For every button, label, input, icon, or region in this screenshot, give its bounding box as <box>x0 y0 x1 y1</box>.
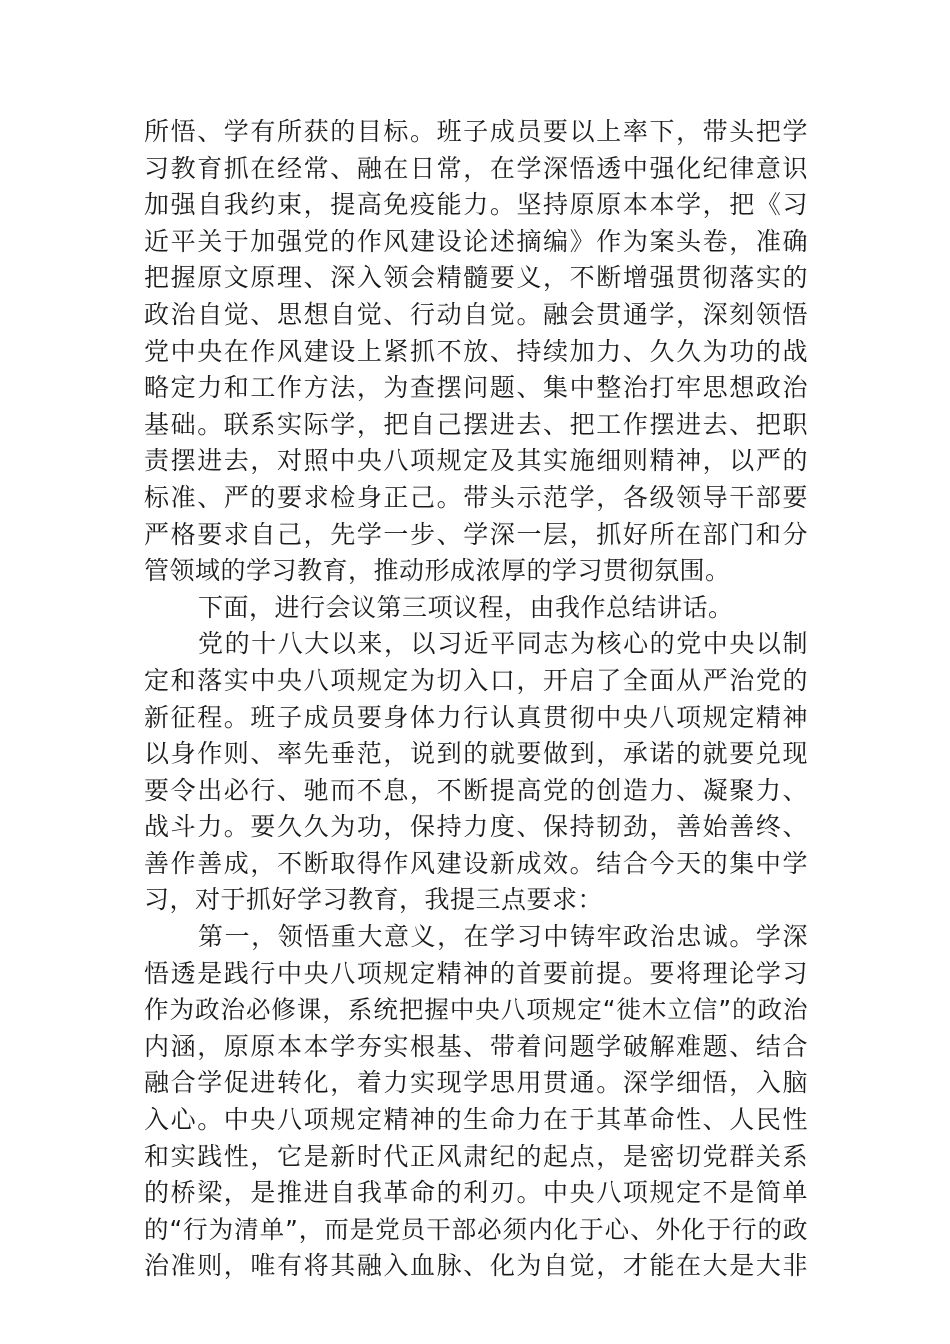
text-line: 近平关于加强党的作风建设论述摘编》作为案头卷，准确 <box>144 226 808 256</box>
paragraph-first-line: 第一，领悟重大意义，在学习中铸牢政治忠诚。学深 <box>198 922 808 952</box>
text-line: 所悟、学有所获的目标。班子成员要以上率下，带头把学 <box>144 117 808 146</box>
text-line: 严格要求自己，先学一步、学深一层，抓好所在部门和分 <box>144 519 808 549</box>
text-line: 作为政治必修课，系统把握中央八项规定“徙木立信”的政治 <box>144 995 808 1025</box>
text-line: 的桥梁，是推进自我革命的利刃。中央八项规定不是简单 <box>144 1178 808 1208</box>
text-line: 习教育抓在经常、融在日常，在学深悟透中强化纪律意识 <box>144 153 808 183</box>
paragraph-first-line: 下面，进行会议第三项议程，由我作总结讲话。 <box>198 592 734 622</box>
text-line: 的“行为清单”，而是党员干部必须内化于心、外化于行的政 <box>144 1214 808 1244</box>
text-line: 标准、严的要求检身正己。带头示范学，各级领导干部要 <box>144 482 808 512</box>
text-line: 管领域的学习教育，推动形成浓厚的学习贯彻氛围。 <box>144 556 731 586</box>
text-line: 善作善成，不断取得作风建设新成效。结合今天的集中学 <box>144 848 808 878</box>
text-line: 习，对于抓好学习教育，我提三点要求： <box>144 885 604 915</box>
text-line: 责摆进去，对照中央八项规定及其实施细则精神，以严的 <box>144 446 808 476</box>
text-line: 基础。联系实际学，把自己摆进去、把工作摆进去、把职 <box>144 409 808 439</box>
text-line: 定和落实中央八项规定为切入口，开启了全面从严治党的 <box>144 665 808 695</box>
text-line: 和实践性，它是新时代正风肃纪的起点，是密切党群关系 <box>144 1141 808 1171</box>
text-line: 内涵，原原本本学夯实根基、带着问题学破解难题、结合 <box>144 1031 808 1061</box>
text-line: 新征程。班子成员要身体力行认真贯彻中央八项规定精神 <box>144 702 808 732</box>
text-line: 加强自我约束，提高免疫能力。坚持原原本本学，把《习 <box>144 190 808 220</box>
document-body <box>144 114 808 1285</box>
text-line: 治准则，唯有将其融入血脉、化为自觉，才能在大是大非 <box>144 1251 808 1281</box>
text-line: 政治自觉、思想自觉、行动自觉。融会贯通学，深刻领悟 <box>144 299 808 329</box>
paragraph-first-line: 党的十八大以来，以习近平同志为核心的党中央以制 <box>198 629 808 659</box>
text-line: 融合学促进转化，着力实现学思用贯通。深学细悟，入脑 <box>144 1068 808 1098</box>
text-line: 以身作则、率先垂范，说到的就要做到，承诺的就要兑现 <box>144 739 808 769</box>
text-line: 把握原文原理、深入领会精髓要义，不断增强贯彻落实的 <box>144 263 808 293</box>
text-line: 悟透是践行中央八项规定精神的首要前提。要将理论学习 <box>144 958 808 988</box>
text-line: 要令出必行、驰而不息，不断提高党的创造力、凝聚力、 <box>144 775 808 805</box>
text-line: 入心。中央八项规定精神的生命力在于其革命性、人民性 <box>144 1105 808 1135</box>
text-line: 略定力和工作方法，为查摆问题、集中整治打牢思想政治 <box>144 373 808 403</box>
text-line: 战斗力。要久久为功，保持力度、保持韧劲，善始善终、 <box>144 812 808 842</box>
text-line: 党中央在作风建设上紧抓不放、持续加力、久久为功的战 <box>144 336 808 366</box>
